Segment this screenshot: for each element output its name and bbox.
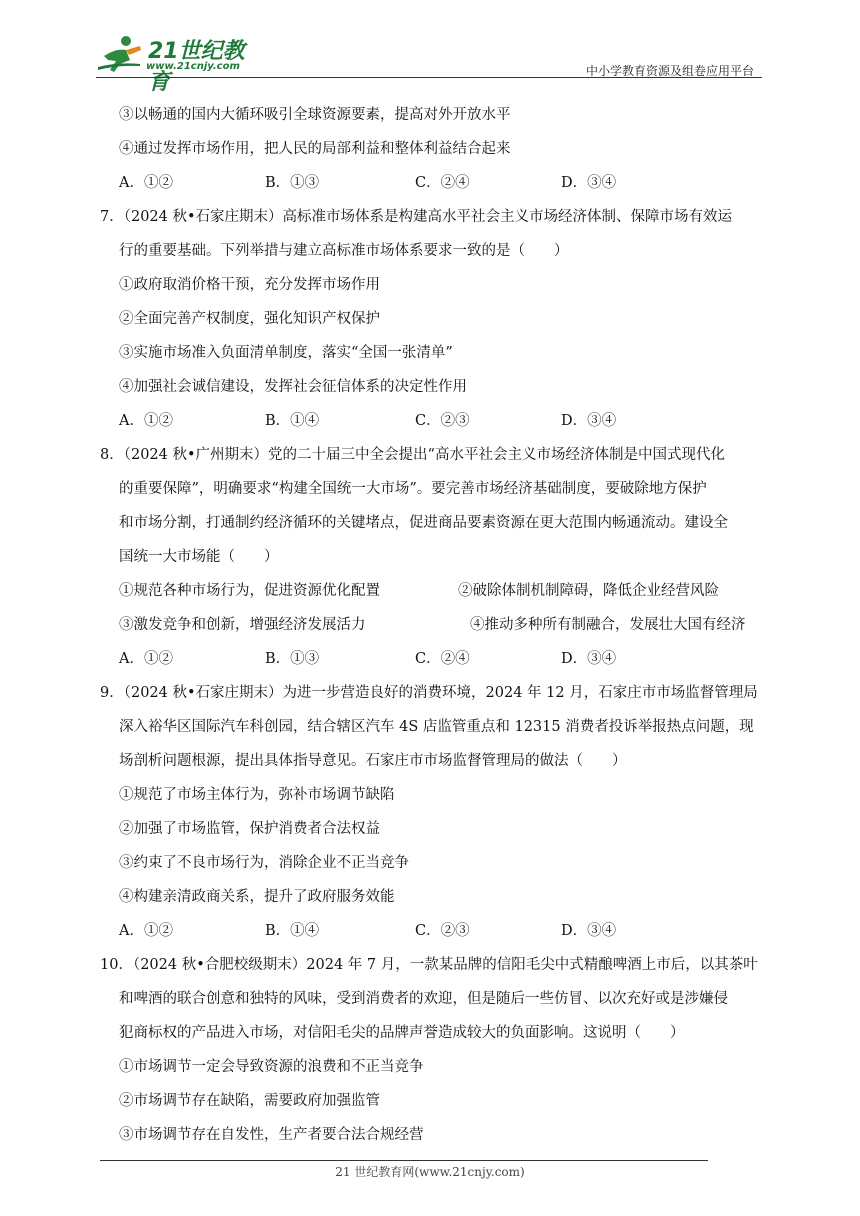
q6-option-4: ④通过发挥市场作用，把人民的局部利益和整体利益结合起来 [119, 141, 511, 157]
choice-a: A．①② [119, 175, 173, 191]
q7-stem-line1: 7．（2024 秋•石家庄期末）高标准市场体系是构建高水平社会主义市场经济体制、保障市场有效运 [100, 209, 733, 225]
q8-option-3: ③激发竞争和创新，增强经济发展活力 [119, 617, 366, 633]
q10-stem-line1: 10．（2024 秋•合肥校级期末）2024 年 7 月，一款某品牌的信阳毛尖中式精酿啤酒上市后，以其茶叶 [100, 957, 758, 973]
q6-option-3: ③以畅通的国内大循环吸引全球资源要素，提高对外开放水平 [119, 107, 511, 123]
choice-a: A．①② [119, 651, 173, 667]
choice-b: B．①③ [265, 175, 320, 191]
choice-c: C．②④ [415, 175, 470, 191]
page-footer: 21 世纪教育网(www.21cnjy.com) [335, 1165, 525, 1179]
runner-logo-icon [96, 34, 146, 74]
q8-stem-line1: 8．（2024 秋•广州期末）党的二十届三中全会提出“高水平社会主义市场经济体制是中国式现代化 [100, 447, 725, 463]
q8-choices [100, 642, 765, 676]
q8-options-row2 [100, 608, 765, 642]
q7-stem-line2: 行的重要基础。下列举措与建立高标准市场体系要求一致的是（ ） [119, 243, 569, 259]
q9-stem-line3: 场剖析问题根源，提出具体指导意见。石家庄市市场监督管理局的做法（ ） [119, 753, 627, 769]
q7-choices [100, 404, 765, 438]
choice-c: C．②④ [415, 651, 470, 667]
q10-stem-line2: 和啤酒的联合创意和独特的风味，受到消费者的欢迎，但是随后一些仿冒、以次充好或是涉嫌侵 [119, 991, 728, 1007]
question-content [100, 98, 765, 1152]
choice-d: D．③④ [561, 175, 617, 191]
q9-option-4: ④构建亲清政商关系，提升了政府服务效能 [119, 889, 395, 905]
logo-url: www.21cnjy.com [146, 61, 240, 72]
choice-d: D．③④ [561, 413, 617, 429]
q8-stem-line3: 和市场分割，打通制约经济循环的关键堵点，促进商品要素资源在更大范围内畅通流动。建设全 [119, 515, 728, 531]
q8-option-2: ②破除体制机制障碍，降低企业经营风险 [458, 583, 719, 599]
q8-option-4: ④推动多种所有制融合，发展壮大国有经济 [470, 617, 746, 633]
q10-option-1: ①市场调节一定会导致资源的浪费和不正当竞争 [119, 1059, 424, 1075]
choice-c: C．②③ [415, 923, 470, 939]
q9-option-2: ②加强了市场监管，保护消费者合法权益 [119, 821, 380, 837]
q8-options-row1 [100, 574, 765, 608]
choice-c: C．②③ [415, 413, 470, 429]
q7-option-3: ③实施市场准入负面清单制度，落实“全国一张清单” [119, 345, 453, 361]
q10-stem-line3: 犯商标权的产品进入市场，对信阳毛尖的品牌声誉造成较大的负面影响。这说明（ ） [119, 1025, 685, 1041]
q9-option-1: ①规范了市场主体行为，弥补市场调节缺陷 [119, 787, 395, 803]
choice-b: B．①④ [265, 413, 320, 429]
q8-option-1: ①规范各种市场行为，促进资源优化配置 [119, 583, 380, 599]
choice-d: D．③④ [561, 923, 617, 939]
q7-option-2: ②全面完善产权制度，强化知识产权保护 [119, 311, 380, 327]
q8-stem-line4: 国统一大市场能（ ） [119, 549, 279, 565]
footer-divider [100, 1160, 708, 1161]
choice-a: A．①② [119, 413, 173, 429]
header-divider [96, 77, 762, 78]
site-logo [96, 34, 266, 95]
logo-text: 21世纪教育 [148, 39, 245, 95]
choice-b: B．①③ [265, 651, 320, 667]
q7-option-1: ①政府取消价格干预，充分发挥市场作用 [119, 277, 380, 293]
choice-a: A．①② [119, 923, 173, 939]
q9-choices [100, 914, 765, 948]
q10-option-2: ②市场调节存在缺陷，需要政府加强监管 [119, 1093, 380, 1109]
choice-d: D．③④ [561, 651, 617, 667]
q9-stem-line1: 9．（2024 秋•石家庄期末）为进一步营造良好的消费环境，2024 年 12 月，石家庄市市场监督管理局 [100, 685, 758, 701]
q6-choices [100, 166, 765, 200]
q9-option-3: ③约束了不良市场行为，消除企业不正当竞争 [119, 855, 409, 871]
q9-stem-line2: 深入裕华区国际汽车科创园，结合辖区汽车 4S 店监管重点和 12315 消费者投诉举报热点问题，现 [119, 719, 754, 735]
platform-title: 中小学教育资源及组卷应用平台 [585, 64, 754, 78]
q7-option-4: ④加强社会诚信建设，发挥社会征信体系的决定性作用 [119, 379, 467, 395]
choice-b: B．①④ [265, 923, 320, 939]
q8-stem-line2: 的重要保障”，明确要求“构建全国统一大市场”。要完善市场经济基础制度，要破除地方保护 [119, 481, 707, 497]
q10-option-3: ③市场调节存在自发性，生产者要合法合规经营 [119, 1127, 424, 1143]
page-header [96, 30, 762, 95]
